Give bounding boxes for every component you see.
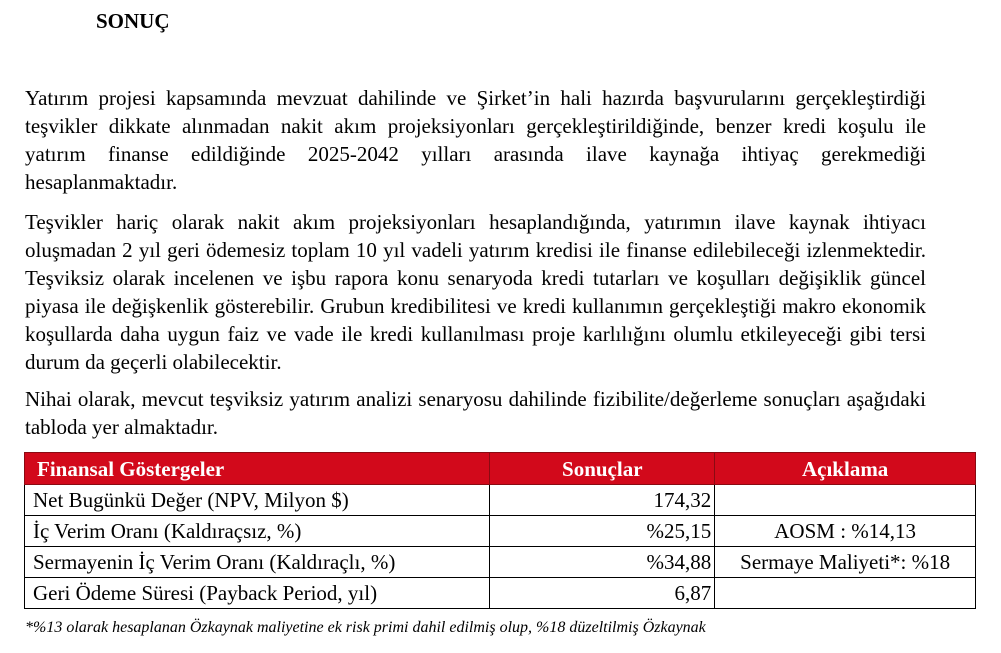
indicator-cell: İç Verim Oranı (Kaldıraçsız, %) — [25, 516, 490, 547]
header-explanation: Açıklama — [715, 453, 976, 485]
note-cell — [715, 578, 976, 609]
note-cell — [715, 485, 976, 516]
table-row — [25, 547, 976, 578]
footnote: *%13 olarak hesaplanan Özkaynak maliyetine ek risk primi dahil edilmiş olup, %18 düzeltilmiş Özkaynak — [25, 619, 706, 636]
table-row — [25, 516, 976, 547]
header-results: Sonuçlar — [490, 453, 715, 485]
indicator-cell: Sermayenin İç Verim Oranı (Kaldıraçlı, %) — [25, 547, 490, 578]
section-heading: SONUÇ — [96, 9, 170, 33]
result-cell: 174,32 — [490, 485, 715, 516]
result-cell: %34,88 — [490, 547, 715, 578]
table-row — [25, 485, 976, 516]
paragraph-funding: Yatırım projesi kapsamında mevzuat dahilinde ve Şirket’in hali hazırda başvurularını gerçekleştirdiği teşvikler dikkate alınmadan nakit akım projeksiyonları gerçekleştirildiğinde, benzer kredi koşulu ile yatırım finanse edildiğinde 2025-2042 yılları arasında ilave kaynağa ihtiyaç gerekmediği hesaplanmaktadır. — [25, 86, 926, 194]
header-indicators: Finansal Göstergeler — [25, 453, 490, 485]
paragraph-credit: Teşvikler hariç olarak nakit akım projeksiyonları hesaplandığında, yatırımın ilave kaynak ihtiyacı oluşmadan 2 yıl geri ödemesiz toplam 10 yıl vadeli yatırım kredisi ile finanse edilebileceği izlenmektedir. Teşviksiz olarak incelenen ve işbu rapora konu senaryoda kredi tutarları ve koşulları değişiklik güncel piyasa ile değişkenlik gösterebilir. Grubun kredibilitesi ve kredi kullanımın gerçekleştiği makro ekonomik koşullarda daha uygun faiz ve vade ile kredi kullanılması proje karlılığını olumlu etkileyeceği gibi tersi durum da geçerli olabilecektir. — [25, 210, 926, 374]
result-cell: %25,15 — [490, 516, 715, 547]
financial-indicators-table — [24, 452, 976, 609]
note-cell: AOSM : %14,13 — [715, 516, 976, 547]
result-cell: 6,87 — [490, 578, 715, 609]
table-row — [25, 578, 976, 609]
indicator-cell: Geri Ödeme Süresi (Payback Period, yıl) — [25, 578, 490, 609]
indicator-cell: Net Bugünkü Değer (NPV, Milyon $) — [25, 485, 490, 516]
paragraph-conclusion: Nihai olarak, mevcut teşviksiz yatırım analizi senaryosu dahilinde fizibilite/değerleme sonuçları aşağıdaki tabloda yer almaktadır. — [25, 387, 926, 439]
note-cell: Sermaye Maliyeti*: %18 — [715, 547, 976, 578]
table-header-row — [25, 453, 976, 485]
